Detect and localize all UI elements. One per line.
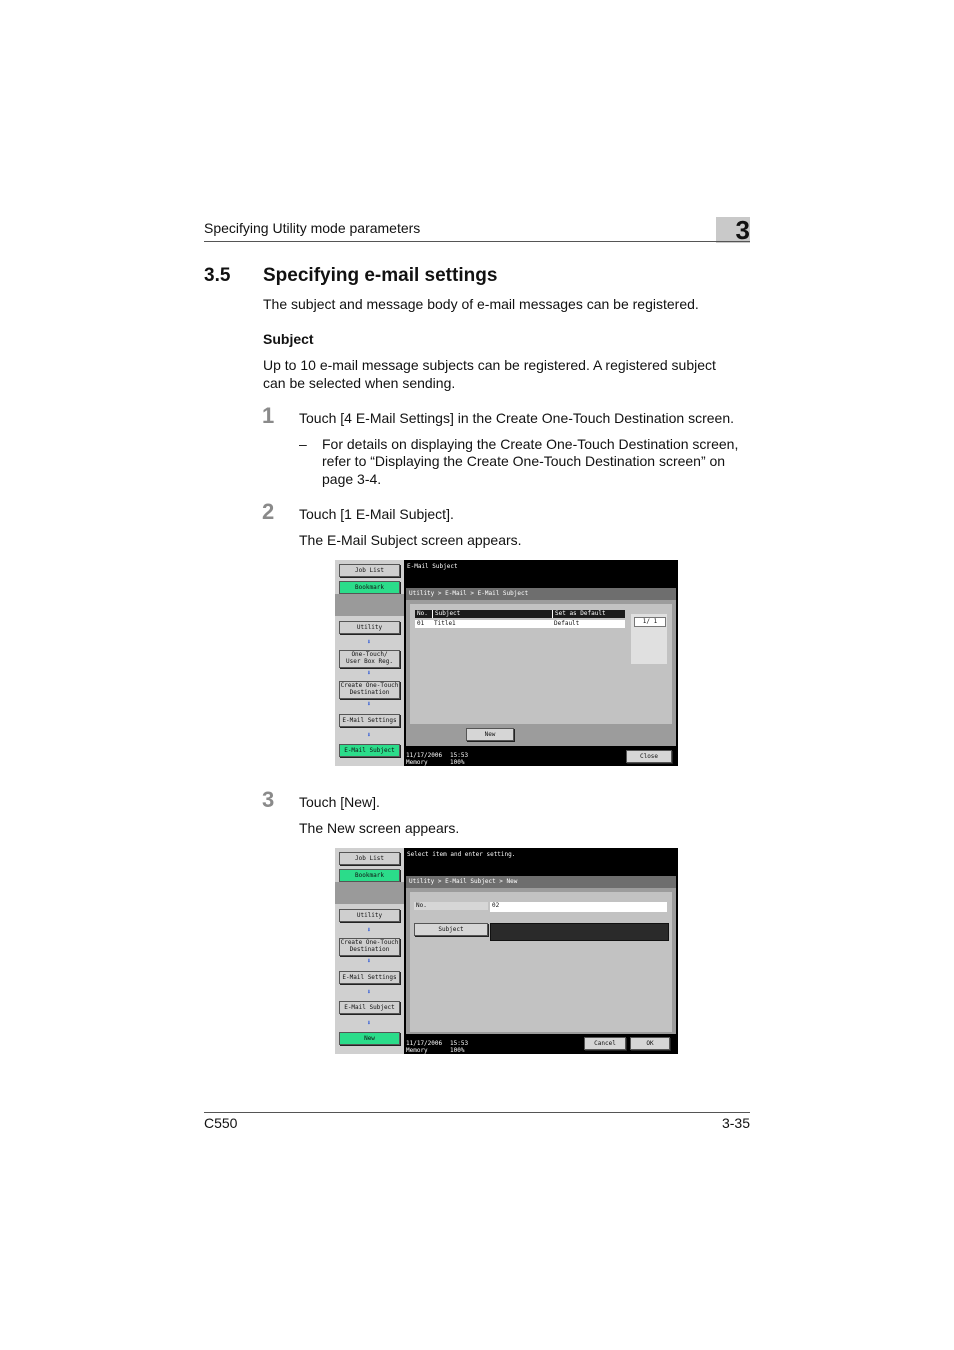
cancel-button[interactable]: Cancel [584, 1037, 626, 1050]
step-result: The E-Mail Subject screen appears. [299, 532, 522, 548]
left-pane [335, 848, 404, 1054]
column-header-subject: Subject [432, 610, 552, 618]
status-memory-value: 100% [450, 1047, 465, 1054]
column-header-no: No. [415, 610, 432, 618]
status-time: 15:53 [450, 752, 469, 759]
arrow-down-icon: ⬇ [366, 988, 372, 996]
bullet-line: page 3-4. [322, 471, 382, 487]
footer-rule [204, 1112, 750, 1113]
table-cell-default[interactable]: Default [552, 620, 625, 628]
create-one-touch-label: Destination [349, 689, 390, 696]
step-number: 1 [262, 403, 275, 428]
settings-area [410, 892, 672, 1032]
running-header: Specifying Utility mode parameters [204, 220, 421, 236]
table-cell-subject[interactable]: Title1 [432, 620, 552, 628]
email-subject-button[interactable]: E-Mail Subject [339, 744, 400, 757]
status-date: 11/17/2006 [406, 752, 443, 759]
table-cell-no[interactable]: 01 [415, 620, 432, 628]
new-button[interactable]: New [466, 728, 514, 741]
status-memory-label: Memory [406, 1047, 428, 1054]
create-one-touch-label: Create One-Touch [340, 682, 399, 689]
new-subject-screen [335, 848, 678, 1054]
subject-list-area [410, 604, 672, 724]
screen-title-bar [404, 848, 678, 874]
bookmark-button[interactable]: Bookmark [339, 869, 400, 882]
body-line-2: can be selected when sending. [263, 375, 456, 391]
footer-model: C550 [204, 1115, 238, 1131]
arrow-down-icon: ⬇ [366, 638, 372, 646]
arrow-down-icon: ⬇ [366, 700, 372, 708]
create-one-touch-label: Create One-Touch [340, 939, 399, 946]
no-label: No. [414, 902, 488, 910]
section-number: 3.5 [204, 265, 231, 286]
divider [335, 594, 404, 616]
new-nav-button[interactable]: New [339, 1032, 400, 1045]
content-area [406, 888, 676, 1034]
step-result: The New screen appears. [299, 820, 460, 836]
pager [631, 614, 667, 664]
email-subject-button[interactable]: E-Mail Subject [339, 1001, 400, 1014]
page-indicator: 1/ 1 [634, 617, 666, 627]
screen-title: E-Mail Subject [407, 563, 458, 570]
divider [335, 882, 404, 904]
left-pane [335, 560, 404, 766]
step-text: Touch [1 E-Mail Subject]. [299, 506, 454, 522]
status-memory-label: Memory [406, 759, 428, 766]
email-subject-screen [335, 560, 678, 766]
subject-field[interactable] [490, 923, 669, 941]
footer-page: 3-35 [721, 1115, 750, 1131]
status-bar [404, 1036, 678, 1054]
subheading: Subject [263, 331, 314, 347]
one-touch-label: One-Touch/ [351, 651, 388, 658]
email-settings-button[interactable]: E-Mail Settings [339, 971, 400, 984]
chapter-number: 3 [735, 215, 750, 245]
column-header-default: Set as Default [552, 610, 625, 618]
screen-title-bar [404, 560, 678, 586]
status-bar [404, 748, 678, 766]
step-text: Touch [New]. [299, 794, 380, 810]
bullet-line: For details on displaying the Create One-Touch Destination screen, [322, 436, 739, 452]
section-intro: The subject and message body of e-mail messages can be registered. [263, 296, 699, 312]
screen-title: Select item and enter setting. [407, 851, 516, 858]
arrow-down-icon: ⬇ [366, 669, 372, 677]
create-one-touch-button[interactable] [339, 681, 400, 699]
step-number: 3 [262, 787, 275, 812]
job-list-button[interactable]: Job List [339, 852, 400, 865]
one-touch-label: User Box Reg. [346, 658, 393, 665]
one-touch-button[interactable] [339, 650, 400, 668]
job-list-button[interactable]: Job List [339, 564, 400, 577]
arrow-down-icon: ⬇ [366, 1019, 372, 1027]
bullet-line: refer to “Displaying the Create One-Touch Destination screen” on [322, 453, 726, 469]
status-date: 11/17/2006 [406, 1040, 443, 1047]
email-settings-button[interactable]: E-Mail Settings [339, 714, 400, 727]
no-value: 02 [490, 902, 667, 912]
ok-button[interactable]: OK [630, 1037, 670, 1050]
step-number: 2 [262, 499, 275, 524]
arrow-down-icon: ⬇ [366, 731, 372, 739]
create-one-touch-label: Destination [349, 946, 390, 953]
utility-button[interactable]: Utility [339, 621, 400, 634]
create-one-touch-button[interactable] [339, 938, 400, 956]
breadcrumb: Utility > E-Mail > E-Mail Subject [406, 588, 676, 600]
section-title: Specifying e-mail settings [263, 265, 498, 286]
status-memory-value: 100% [450, 759, 465, 766]
arrow-down-icon: ⬇ [366, 957, 372, 965]
status-time: 15:53 [450, 1040, 469, 1047]
body-line-1: Up to 10 e-mail message subjects can be registered. A registered subject [263, 357, 716, 373]
bullet-dash: – [299, 436, 307, 452]
utility-button[interactable]: Utility [339, 909, 400, 922]
close-button[interactable]: Close [626, 750, 672, 763]
breadcrumb: Utility > E-Mail Subject > New [406, 876, 676, 888]
subject-button[interactable]: Subject [414, 923, 488, 936]
step-text: Touch [4 E-Mail Settings] in the Create One-Touch Destination screen. [299, 410, 734, 426]
header-rule [204, 241, 750, 242]
content-area [406, 600, 676, 746]
arrow-down-icon: ⬇ [366, 926, 372, 934]
bookmark-button[interactable]: Bookmark [339, 581, 400, 594]
